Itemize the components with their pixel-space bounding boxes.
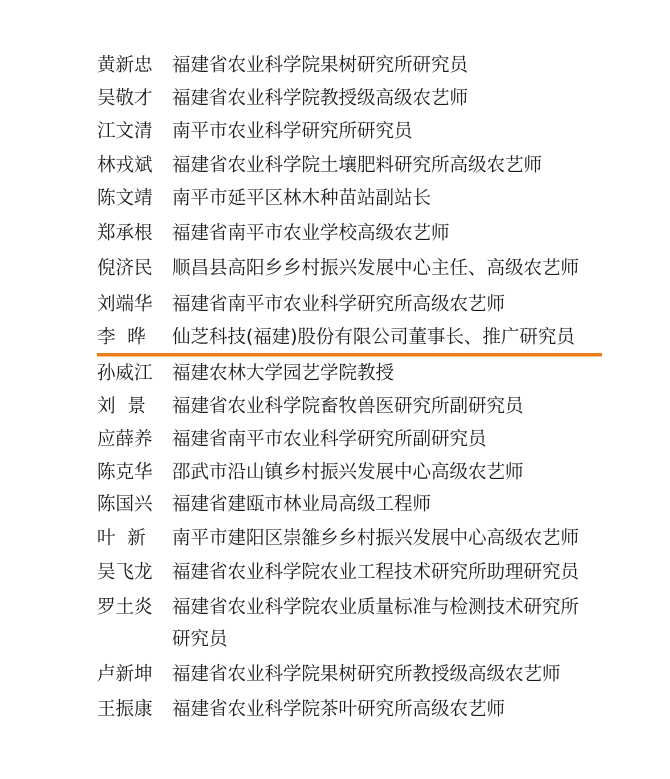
expert-name: 刘 景 [97, 396, 146, 417]
expert-title: 顺昌县高阳乡乡村振兴发展中心主任、高级农艺师 [172, 258, 580, 279]
expert-title: 福建省南平市农业科学研究所副研究员 [172, 429, 487, 450]
expert-name: 倪济民 [97, 258, 153, 279]
expert-name: 刘端华 [97, 294, 153, 315]
expert-title: 南平市建阳区崇雒乡乡村振兴发展中心高级农艺师 [172, 528, 580, 549]
expert-title: 福建省农业科学院果树研究所教授级高级农艺师 [172, 664, 561, 685]
expert-name: 罗土炎 [97, 597, 153, 618]
expert-name: 卢新坤 [97, 664, 153, 685]
expert-title: 仙芝科技(福建)股份有限公司董事长、推广研究员 [172, 327, 575, 348]
expert-name: 江文清 [97, 121, 153, 142]
expert-name: 叶 新 [97, 528, 146, 549]
expert-name: 吴飞龙 [97, 562, 153, 583]
expert-name: 陈文靖 [97, 188, 153, 209]
expert-title: 南平市延平区林木种苗站副站长 [172, 188, 432, 209]
expert-title: 福建省建瓯市林业局高级工程师 [172, 494, 432, 515]
expert-title-continued: 研究员 [172, 629, 228, 650]
expert-title: 福建省南平市农业科学研究所高级农艺师 [172, 294, 506, 315]
expert-name: 郑承根 [97, 223, 153, 244]
expert-title: 南平市农业科学研究所研究员 [172, 121, 413, 142]
expert-name: 黄新忠 [97, 55, 153, 76]
expert-name: 陈克华 [97, 462, 153, 483]
expert-title: 福建省农业科学院畜牧兽医研究所副研究员 [172, 396, 524, 417]
expert-title: 福建省农业科学院土壤肥料研究所高级农艺师 [172, 155, 543, 176]
expert-name: 陈国兴 [97, 494, 153, 515]
expert-title: 福建省农业科学院茶叶研究所高级农艺师 [172, 699, 506, 720]
expert-title: 福建省农业科学院教授级高级农艺师 [172, 88, 469, 109]
expert-name: 吴敬才 [97, 88, 153, 109]
expert-name: 李 晔 [97, 327, 146, 348]
expert-title: 邵武市沿山镇乡村振兴发展中心高级农艺师 [172, 462, 524, 483]
expert-name: 林戎斌 [97, 155, 153, 176]
expert-name: 王振康 [97, 699, 153, 720]
expert-name: 孙威江 [97, 363, 153, 384]
expert-title: 福建省农业科学院农业工程技术研究所助理研究员 [172, 562, 580, 583]
expert-title: 福建农林大学园艺学院教授 [172, 363, 395, 384]
expert-title: 福建省南平市农业学校高级农艺师 [172, 223, 450, 244]
expert-title: 福建省农业科学院农业质量标准与检测技术研究所 [172, 597, 580, 618]
expert-title: 福建省农业科学院果树研究所研究员 [172, 55, 469, 76]
highlight-underline [97, 353, 602, 357]
expert-name: 应薛养 [97, 429, 153, 450]
